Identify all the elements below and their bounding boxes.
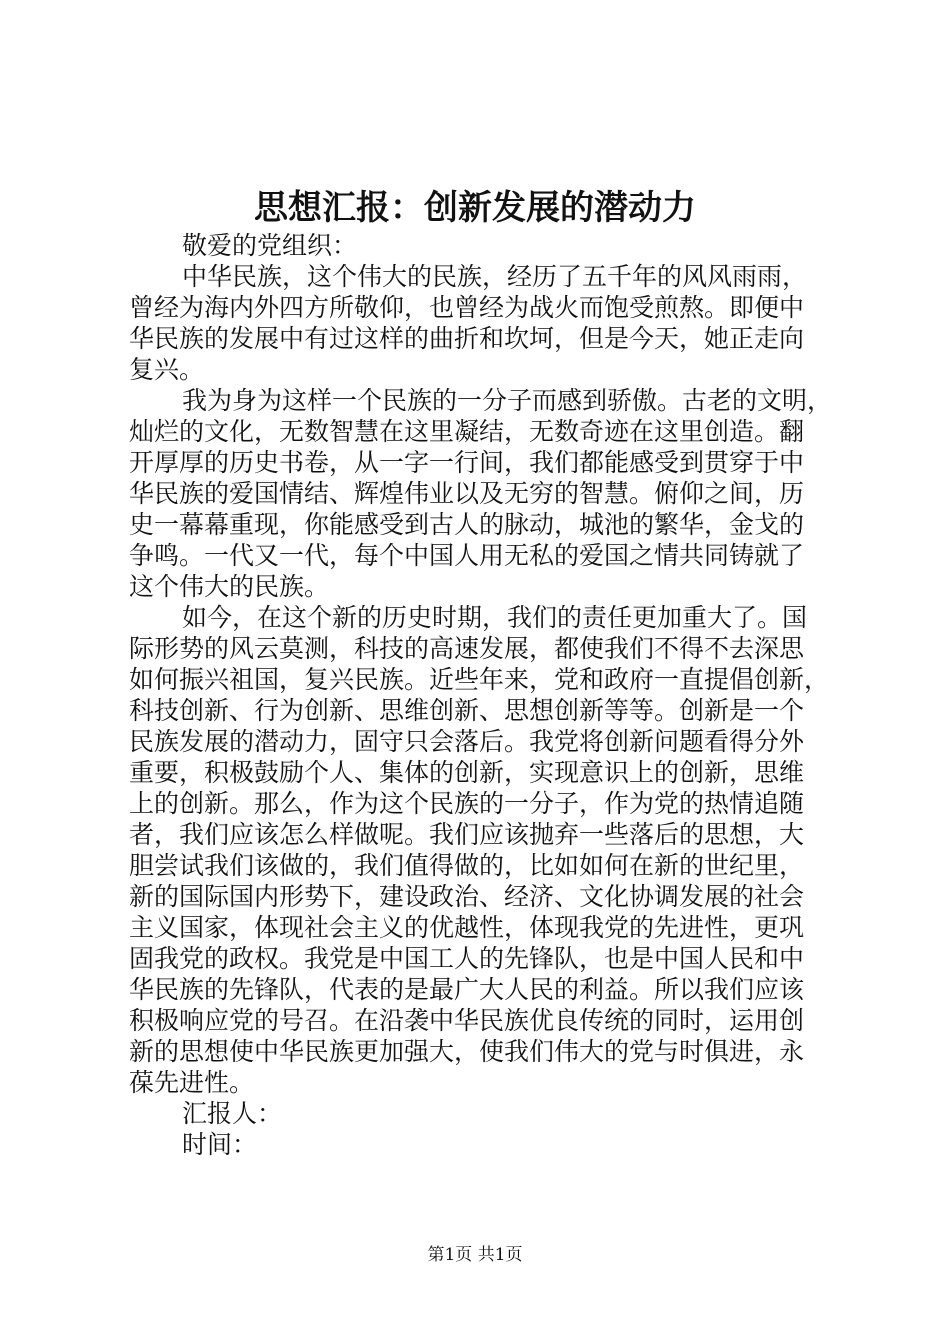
body-line: 上的创新。那么，作为这个民族的一分子，作为党的热情追随 xyxy=(129,789,805,818)
body-line: 华民族的爱国情结、辉煌伟业以及无穷的智慧。俯仰之间，历 xyxy=(129,479,805,508)
body-line: 如何振兴祖国，复兴民族。近些年来，党和政府一直提倡创新， xyxy=(129,665,830,694)
document-body xyxy=(129,230,833,1160)
body-line: 胆尝试我们该做的，我们值得做的，比如如何在新的世纪里， xyxy=(129,851,805,880)
body-line: 我为身为这样一个民族的一分子而感到骄傲。古老的文明， xyxy=(182,386,833,415)
body-line: 这个伟大的民族。 xyxy=(129,572,330,601)
body-line: 争鸣。一代又一代，每个中国人用无私的爱国之情共同铸就了 xyxy=(129,541,805,570)
body-line: 华民族的先锋队，代表的是最广大人民的利益。所以我们应该 xyxy=(129,975,805,1004)
body-paragraphs xyxy=(129,261,833,1098)
body-line: 曾经为海内外四方所敬仰，也曾经为战火而饱受煎熬。即便中 xyxy=(129,293,805,322)
body-line: 中华民族，这个伟大的民族，经历了五千年的风风雨雨， xyxy=(182,262,808,291)
body-line: 者，我们应该怎么样做呢。我们应该抛弃一些落后的思想，大 xyxy=(129,820,805,849)
body-line: 民族发展的潜动力，固守只会落后。我党将创新问题看得分外 xyxy=(129,727,805,756)
body-line: 固我党的政权。我党是中国工人的先锋队，也是中国人民和中 xyxy=(129,944,805,973)
body-line: 积极响应党的号召。在沿袭中华民族优良传统的同时，运用创 xyxy=(129,1006,805,1035)
body-line: 新的国际国内形势下，建设政治、经济、文化协调发展的社会 xyxy=(129,882,805,911)
date-label: 时间： xyxy=(182,1130,258,1159)
body-line: 主义国家，体现社会主义的优越性，体现我党的先进性，更巩 xyxy=(129,913,805,942)
body-line: 史一幕幕重现，你能感受到古人的脉动，城池的繁华，金戈的 xyxy=(129,510,805,539)
body-line: 际形势的风云莫测，科技的高速发展，都使我们不得不去深思 xyxy=(129,634,805,663)
reporter-label: 汇报人： xyxy=(182,1099,283,1128)
body-line: 葆先进性。 xyxy=(129,1068,255,1097)
body-line: 华民族的发展中有过这样的曲折和坎坷，但是今天，她正走向 xyxy=(129,324,805,353)
body-line: 科技创新、行为创新、思维创新、思想创新等等。创新是一个 xyxy=(129,696,805,725)
body-line: 重要，积极鼓励个人、集体的创新，实现意识上的创新，思维 xyxy=(129,758,805,787)
salutation: 敬爱的党组织： xyxy=(182,231,358,260)
document-title: 思想汇报：创新发展的潜动力 xyxy=(254,188,696,228)
body-line: 复兴。 xyxy=(129,355,205,384)
page-footer: 第1页 共1页 xyxy=(427,1245,523,1265)
body-line: 开厚厚的历史书卷，从一字一行间，我们都能感受到贯穿于中 xyxy=(129,448,805,477)
body-line: 灿烂的文化，无数智慧在这里凝结，无数奇迹在这里创造。翻 xyxy=(129,417,805,446)
body-line: 如今，在这个新的历史时期，我们的责任更加重大了。国 xyxy=(182,603,808,632)
body-line: 新的思想使中华民族更加强大，使我们伟大的党与时俱进，永 xyxy=(129,1037,805,1066)
